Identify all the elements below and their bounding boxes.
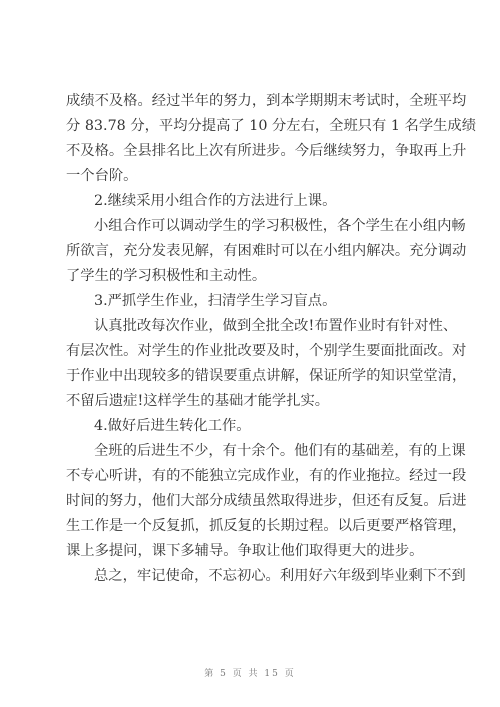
text-line: 不专心听讲，有的不能独立完成作业，有的作业拖拉。经过一段 xyxy=(66,468,467,484)
text-line: 总之，牢记使命，不忘初心。利用好六年级到毕业剩下不到 xyxy=(94,568,466,584)
text-line: 课上多提问，课下多辅导。争取让他们取得更大的进步。 xyxy=(66,543,424,559)
document-body xyxy=(66,89,477,589)
text-line: 3.严抓学生作业，扫清学生学习盲点。 xyxy=(94,293,337,309)
text-line: 于作业中出现较多的错误要重点讲解，保证所学的知识堂堂清， xyxy=(66,368,467,384)
text-line: 全班的后进生不少，有十余个。他们有的基础差，有的上课 xyxy=(94,443,466,459)
text-line: 认真批改每次作业，做到全批全改!布置作业时有针对性、 xyxy=(94,318,458,334)
text-line: 生工作是一个反复抓，抓反复的长期过程。以后更要严格管理， xyxy=(66,518,467,534)
page-footer: 第 5 页 共 15 页 xyxy=(204,669,296,679)
text-line: 时间的努力，他们大部分成绩虽然取得进步，但还有反复。后进 xyxy=(66,493,467,509)
text-line: 一个台阶。 xyxy=(66,168,138,184)
text-line: 了学生的学习积极性和主动性。 xyxy=(66,268,267,284)
text-line: 成绩不及格。经过半年的努力，到本学期期末考试时，全班平均 xyxy=(66,93,467,109)
text-line: 不留后遗症!这样学生的基础才能学扎实。 xyxy=(66,393,330,409)
text-line: 4.做好后进生转化工作。 xyxy=(94,418,251,434)
text-line: 不及格。全县排名比上次有所进步。今后继续努力，争取再上升 xyxy=(66,143,467,159)
text-line: 有层次性。对学生的作业批改要及时，个别学生要面批面改。对 xyxy=(66,343,467,359)
text-line: 2.继续采用小组合作的方法进行上课。 xyxy=(94,193,337,209)
text-line: 所欲言，充分发表见解，有困难时可以在小组内解决。充分调动 xyxy=(66,243,467,259)
text-line: 分 83.78 分，平均分提高了 10 分左右，全班只有 1 名学生成绩 xyxy=(66,118,477,134)
text-line: 小组合作可以调动学生的学习积极性，各个学生在小组内畅 xyxy=(94,218,466,234)
